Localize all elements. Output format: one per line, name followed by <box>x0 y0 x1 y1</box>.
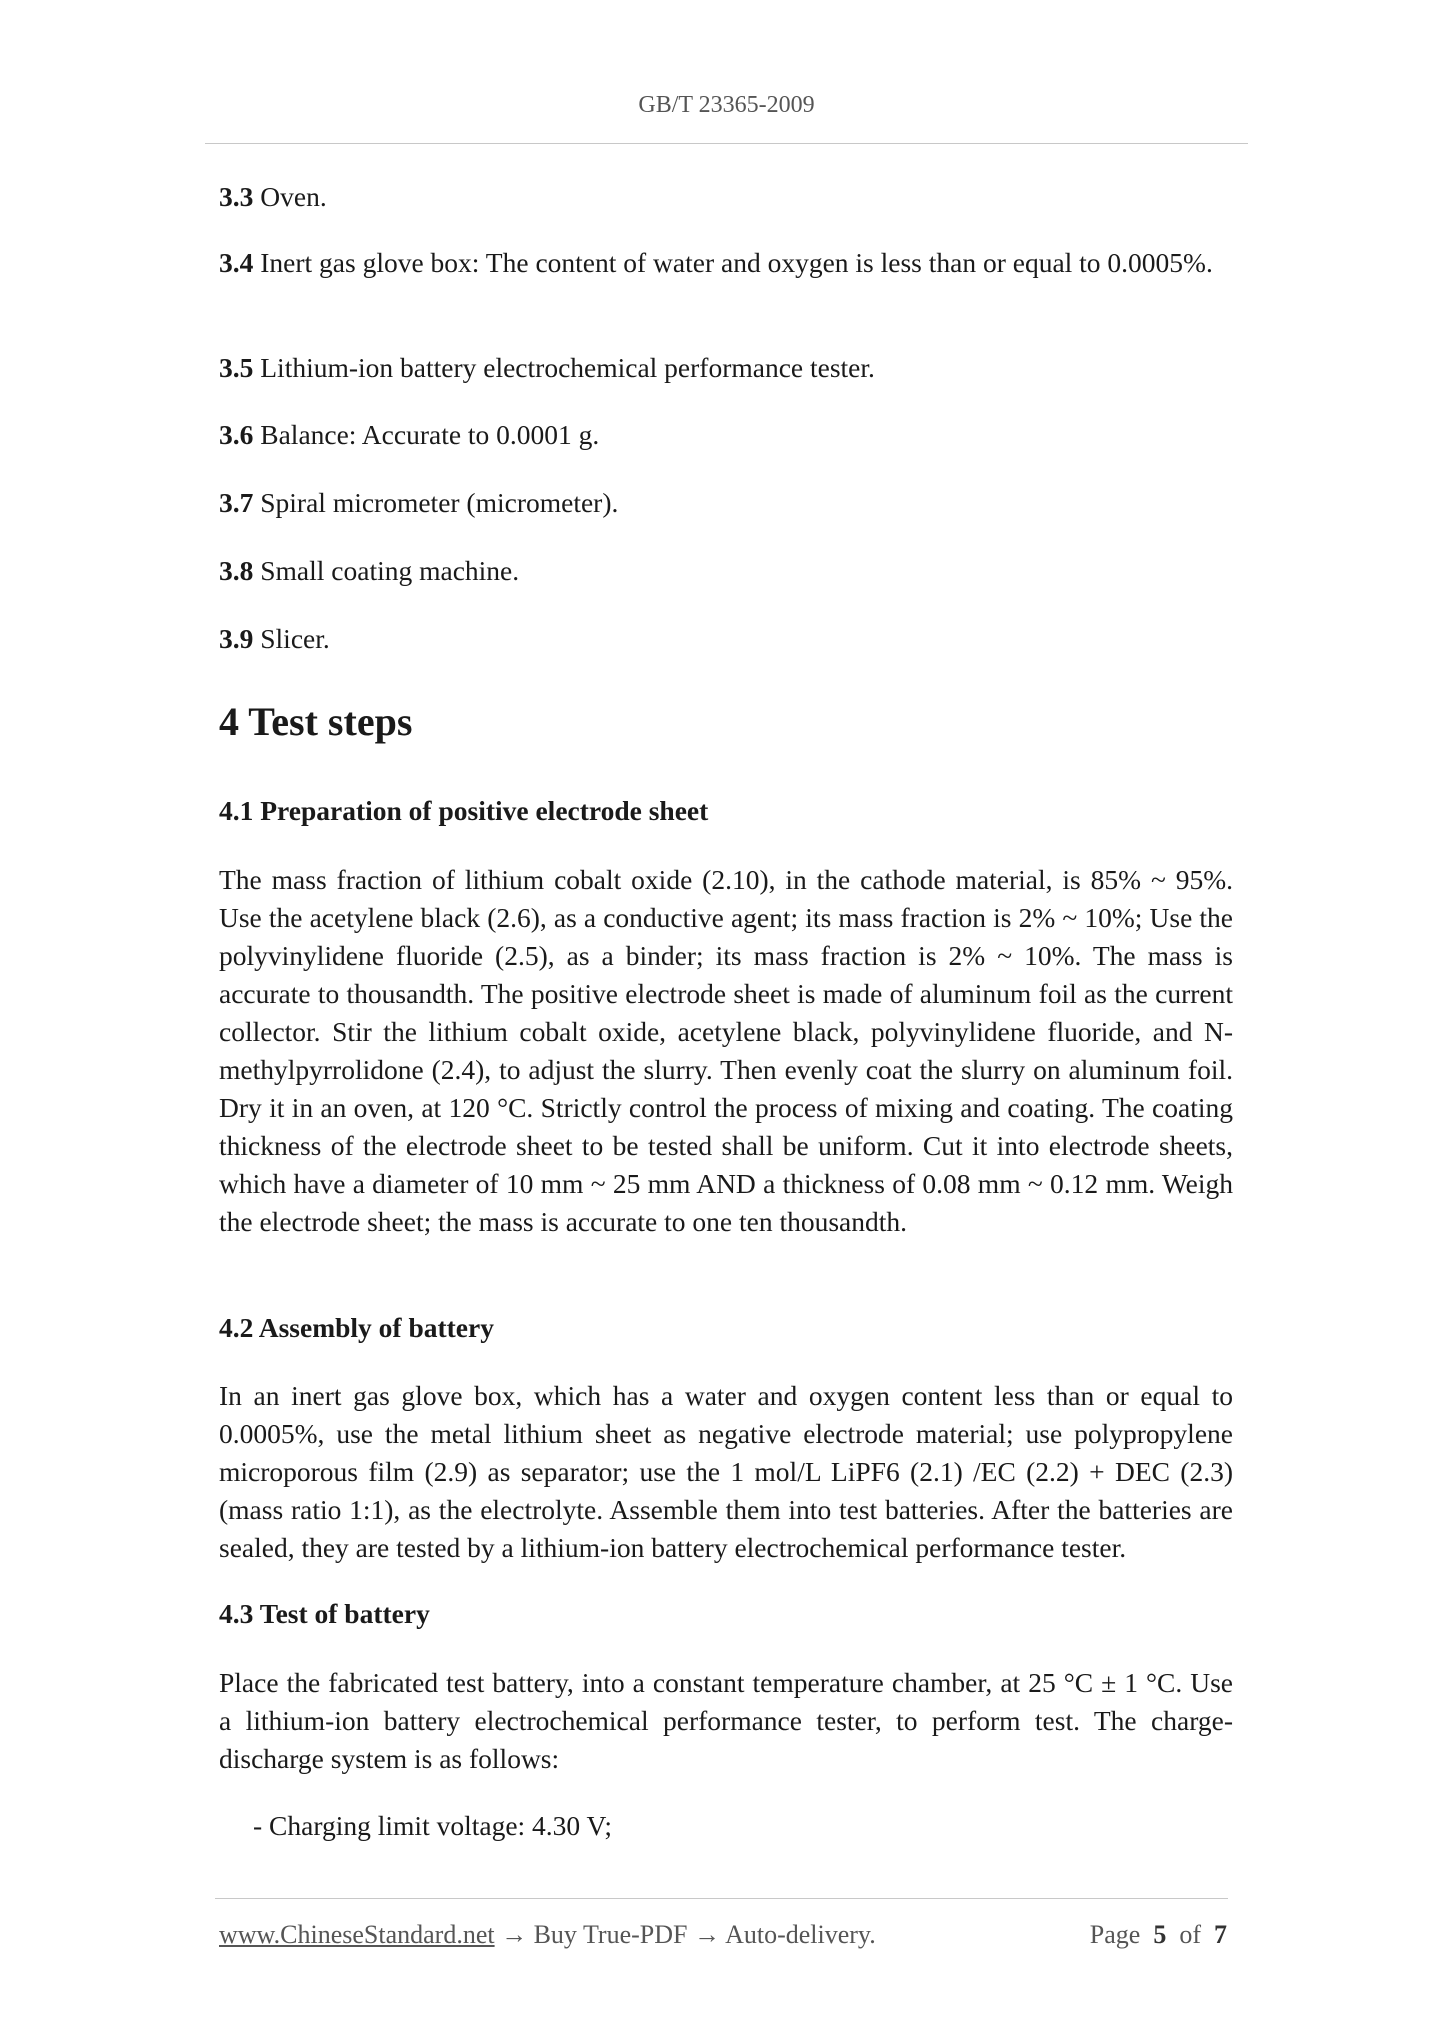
auto-delivery-text: Auto-delivery. <box>725 1920 876 1949</box>
charging-limit-bullet: - Charging limit voltage: 4.30 V; <box>253 1810 613 1841</box>
section-4-heading: 4 Test steps <box>219 699 413 744</box>
item-number: 3.9 <box>219 623 254 654</box>
item-text: Slicer. <box>253 623 330 654</box>
item-text: Small coating machine. <box>253 555 520 586</box>
list-item-3-4 <box>219 244 1233 282</box>
of-label: of <box>1179 1920 1201 1949</box>
item-number: 3.8 <box>219 555 254 586</box>
footer-divider <box>215 1898 1228 1899</box>
item-number: 3.4 <box>219 247 254 278</box>
section-4-3-heading: 4.3 Test of battery <box>219 1598 430 1629</box>
header-divider <box>205 143 1248 144</box>
current-page: 5 <box>1153 1920 1167 1949</box>
footer-links <box>219 1920 876 1950</box>
item-text: Lithium-ion battery electrochemical performance tester. <box>253 352 875 383</box>
section-4-1-heading: 4.1 Preparation of positive electrode sheet <box>219 795 709 826</box>
page-number <box>1090 1920 1227 1950</box>
website-link[interactable]: www.ChineseStandard.net <box>219 1920 495 1949</box>
arrow-icon: → <box>687 1920 726 1949</box>
section-4-3-body: Place the fabricated test battery, into a constant temperature chamber, at 25 °C ± 1 °C. Use a lithium-ion battery electrochemical performance tester, to perform test. The charge-discharge system is as follows: <box>219 1667 1233 1774</box>
item-number: 3.7 <box>219 487 254 518</box>
page-header: GB/T 23365-2009 <box>638 92 815 118</box>
item-text: Balance: Accurate to 0.0001 g. <box>253 419 600 450</box>
item-number: 3.6 <box>219 419 254 450</box>
list-item-3-9 <box>219 620 1233 658</box>
list-item-3-7 <box>219 484 1233 522</box>
list-item-3-3 <box>219 178 1233 216</box>
item-number: 3.3 <box>219 181 254 212</box>
section-4-1-body: The mass fraction of lithium cobalt oxide (2.10), in the cathode material, is 85% ~ 95%. Use the acetylene black (2.6), as a conductive agent; its mass fraction is 2% ~ 10%; Use the polyvinylidene fluoride (2.5), as a binder; its mass fraction is 2% ~ 10%. The mass is accurate to thousandth. The positive electrode sheet is made of aluminum foil as the current collector. Stir the lithium cobalt oxide, acetylene black, polyvinylidene fluoride, and N-methylpyrrolidone (2.4), to adjust the slurry. Then evenly coat the slurry on aluminum foil. Dry it in an oven, at 120 °C. Strictly control the process of mixing and coating. The coating thickness of the electrode sheet to be tested shall be uniform. Cut it into electrode sheets, which have a diameter of 10 mm ~ 25 mm AND a thickness of 0.08 mm ~ 0.12 mm. Weigh the electrode sheet; the mass is accurate to one ten thousandth. <box>219 864 1233 1237</box>
item-text: Spiral micrometer (micrometer). <box>253 487 619 518</box>
item-number: 3.5 <box>219 352 254 383</box>
arrow-icon: → <box>494 1920 534 1949</box>
page-label: Page <box>1089 1920 1141 1949</box>
item-text: Inert gas glove box: The content of water and oxygen is less than or equal to 0.0005%. <box>253 247 1213 278</box>
buy-pdf-text: Buy True-PDF <box>533 1920 688 1949</box>
total-pages: 7 <box>1214 1920 1227 1949</box>
section-4-2-body: In an inert gas glove box, which has a water and oxygen content less than or equal to 0.0005%, use the metal lithium sheet as negative electrode material; use polypropylene microporous film (2.9) as separator; use the 1 mol/L LiPF6 (2.1) /EC (2.2) + DEC (2.3) (mass ratio 1:1), as the electrolyte. Assemble them into test batteries. After the batteries are sealed, they are tested by a lithium-ion battery electrochemical performance tester. <box>219 1380 1233 1563</box>
section-4-2-heading: 4.2 Assembly of battery <box>219 1312 494 1343</box>
list-item-3-8 <box>219 552 1233 590</box>
item-text: Oven. <box>253 181 327 212</box>
list-item-3-6 <box>219 416 1233 454</box>
list-item-3-5 <box>219 349 1233 387</box>
